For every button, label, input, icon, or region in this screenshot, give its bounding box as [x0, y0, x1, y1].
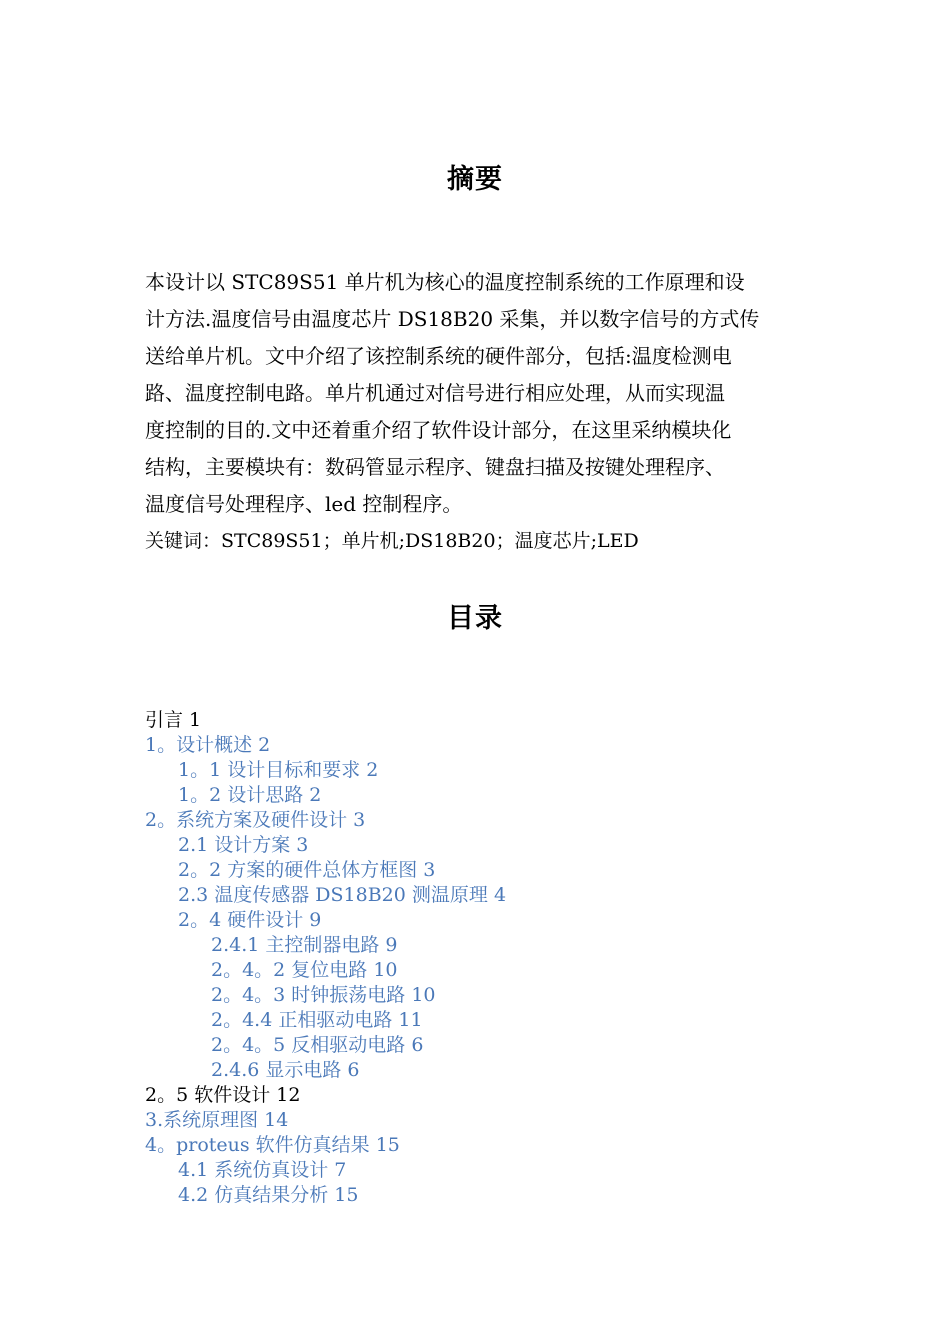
- toc-entry[interactable]: 2。4。3 时钟振荡电路 10: [211, 984, 436, 1006]
- abstract-line: 温度信号处理程序、led 控制程序。: [145, 492, 463, 516]
- toc-entry[interactable]: 2。4。5 反相驱动电路 6: [211, 1034, 424, 1056]
- toc-entry[interactable]: 2.4.1 主控制器电路 9: [211, 934, 398, 956]
- toc-entry[interactable]: 2。4 硬件设计 9: [178, 909, 322, 931]
- toc-entry[interactable]: 1。2 设计思路 2: [178, 784, 322, 806]
- abstract-line: 结构，主要模块有：数码管显示程序、键盘扫描及按键处理程序、: [145, 455, 725, 479]
- abstract-body: [145, 264, 815, 523]
- abstract-title: 摘要: [447, 164, 503, 195]
- toc-title: 目录: [447, 603, 503, 634]
- toc-entry[interactable]: 2。系统方案及硬件设计 3: [145, 809, 366, 831]
- toc-entry[interactable]: 2.1 设计方案 3: [178, 834, 309, 856]
- keywords-line: 关键词：STC89S51；单片机;DS18B20；温度芯片;LED: [145, 530, 639, 552]
- toc-entry[interactable]: 引言 1: [145, 709, 202, 731]
- toc-entry[interactable]: 2。5 软件设计 12: [145, 1084, 301, 1106]
- abstract-line: 路、温度控制电路。单片机通过对信号进行相应处理，从而实现温: [145, 381, 725, 405]
- toc-entry[interactable]: 2。4。2 复位电路 10: [211, 959, 398, 981]
- table-of-contents: [145, 708, 825, 1208]
- abstract-line: 计方法.温度信号由温度芯片 DS18B20 采集，并以数字信号的方式传: [145, 307, 760, 331]
- toc-entry[interactable]: 4。proteus 软件仿真结果 15: [145, 1134, 400, 1156]
- toc-entry[interactable]: 4.2 仿真结果分析 15: [178, 1184, 359, 1206]
- abstract-line: 度控制的目的.文中还着重介绍了软件设计部分，在这里采纳模块化: [145, 418, 732, 442]
- toc-entry[interactable]: 2.3 温度传感器 DS18B20 测温原理 4: [178, 884, 507, 906]
- toc-entry[interactable]: 1。1 设计目标和要求 2: [178, 759, 379, 781]
- toc-entry[interactable]: 2.4.6 显示电路 6: [211, 1059, 360, 1081]
- toc-entry[interactable]: 1。设计概述 2: [145, 734, 271, 756]
- toc-entry[interactable]: 4.1 系统仿真设计 7: [178, 1159, 347, 1181]
- abstract-line: 本设计以 STC89S51 单片机为核心的温度控制系统的工作原理和设: [145, 270, 745, 294]
- toc-entry[interactable]: 2。4.4 正相驱动电路 11: [211, 1009, 423, 1031]
- abstract-line: 送给单片机。文中介绍了该控制系统的硬件部分，包括:温度检测电: [145, 344, 732, 368]
- toc-entry[interactable]: 2。2 方案的硬件总体方框图 3: [178, 859, 436, 881]
- toc-entry[interactable]: 3.系统原理图 14: [145, 1109, 289, 1131]
